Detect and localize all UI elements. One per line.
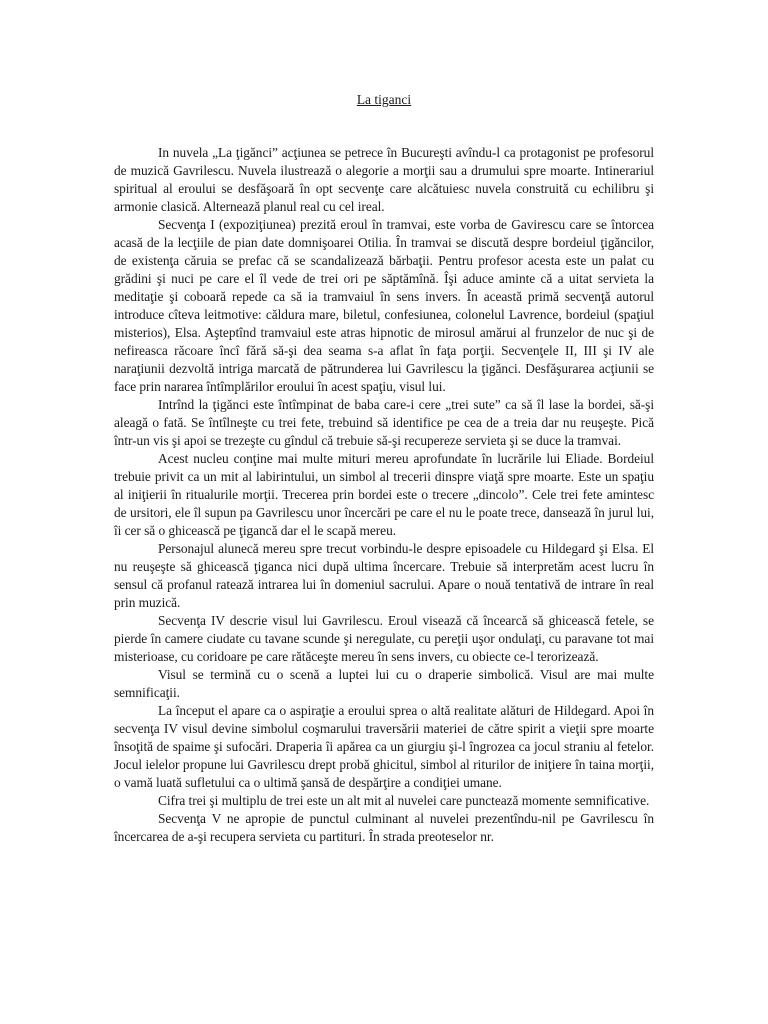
paragraph: La început el apare ca o aspiraţie a eroului sprea o altă realitate alături de Hildegard. Apoi în secvenţa IV visul devine simbolul coşmarului traversării materiei de către spirit a vieţii spre moarte însoţită de spaime şi sufocări. Draperia îi apărea ca un giurgiu şi-l îngrozea ca jocul straniu al fetelor. Jocul ielelor propune lui Gavrilescu drept probă ghicitul, simbol al riturilor de iniţiere în taina morţii, o vamă luată sufletului ca o ultimă şansă de despărţire a condiţiei umane.	[114, 703, 654, 790]
paragraph: Acest nucleu conţine mai multe mituri mereu aprofundate în lucrările lui Eliade. Bordeiul trebuie privit ca un mit al labirintului, un simbol al trecerii dinspre viaţă spre moarte. Este un spaţiu al iniţierii în ritualurile morţii. Trecerea prin bordei este o trecere „dincolo”. Cele trei fete amintesc de ursitori, ele îl supun pa Gavrilescu unor încercări pe care el nu le poate trece, dansează în jurul lui, îi cer să o ghicească pe ţigancă dar el le scapă mereu.	[114, 451, 654, 538]
document-body	[114, 144, 654, 846]
paragraph: Secvenţa I (expoziţiunea) prezită eroul în tramvai, este vorba de Gavirescu care se întorcea acasă de la lecţiile de pian date domnişoarei Otilia. În tramvai se discută despre bordeiul ţigăncilor, de existenţa căruia se prefac că se scandalizează bărbaţii. Pentru profesor acesta este un palat cu grădini şi nuci pe care el îl vede de trei ori pe săptămînă. Îşi aduce aminte că a uitat servieta la meditaţie şi coboară repede ca să ia tramvaiul în sens invers. În această primă secvenţă autorul introduce cîteva leitmotive: căldura mare, biletul, confesiunea, colonelul Lavrence, bordeiul (spaţiul misterios), Elsa. Aşteptînd tramvaiul este atras hipnotic de mirosul amărui al frunzelor de nuc şi de nefireasca răcoare încî fără să-şi dea seama s-a aflat în faţa porţii. Secvenţele II, III şi IV ale naraţiunii dezvoltă intriga marcată de pătrunderea lui Gavrilescu la ţigănci. Desfăşurarea acţiunii se face prin nararea întîmplărilor eroului în acest spaţiu, visul lui.	[114, 217, 654, 394]
paragraph: In nuvela „La ţigănci” acţiunea se petrece în Bucureşti avîndu-l ca protagonist pe profesorul de muzică Gavrilescu. Nuvela ilustrează o alegorie a morţii sau a drumului spre moarte. Intinerariul spiritual al eroului se desfăşoară în opt secvenţe care alcătuiesc nuvela construită cu echilibru şi armonie clasică. Alternează planul real cu cel ireal.	[114, 145, 654, 214]
paragraph: Visul se termină cu o scenă a luptei lui cu o draperie simbolică. Visul are mai multe semnificaţii.	[114, 667, 654, 700]
paragraph: Cifra trei şi multiplu de trei este un alt mit al nuvelei care punctează momente semnificative.	[158, 793, 650, 808]
paragraph: Secvenţa V ne apropie de punctul culminant al nuvelei prezentîndu-nil pe Gavrilescu în încercarea de a-şi recupera servieta cu partituri. În strada preoteselor nr.	[114, 811, 654, 844]
paragraph: Personajul alunecă mereu spre trecut vorbindu-le despre episoadele cu Hildegard şi Elsa. El nu reuşeşte să ghicească ţiganca nici după ultima încercare. Trebuie să interpretăm acest lucru în sensul că profanul ratează intrarea lui în domeniul sacrului. Apare o nouă tentativă de intrare în real prin muzică.	[114, 541, 654, 610]
document-title: La tiganci	[356, 92, 412, 107]
paragraph: Secvenţa IV descrie visul lui Gavrilescu. Eroul visează că încearcă să ghicească fetele, se pierde în camere ciudate cu tavane scunde şi neregulate, cu pereţii uşor ondulaţi, cu paravane tot mai misterioase, cu coridoare pe care rătăceşte mereu în sens invers, cu obiecte ce-l terorizează.	[114, 613, 654, 664]
paragraph: Intrînd la ţigănci este întîmpinat de baba care-i cere „trei sute” ca să îl lase la bordei, să-şi aleagă o fată. Se întîlneşte cu trei fete, trebuind să identifice pe cea de a treia dar nu reuşeşte. Pică într-un vis şi apoi se trezeşte cu gîndul că trebuie să-şi recupereze servieta şi se duce la tramvai.	[114, 397, 654, 448]
